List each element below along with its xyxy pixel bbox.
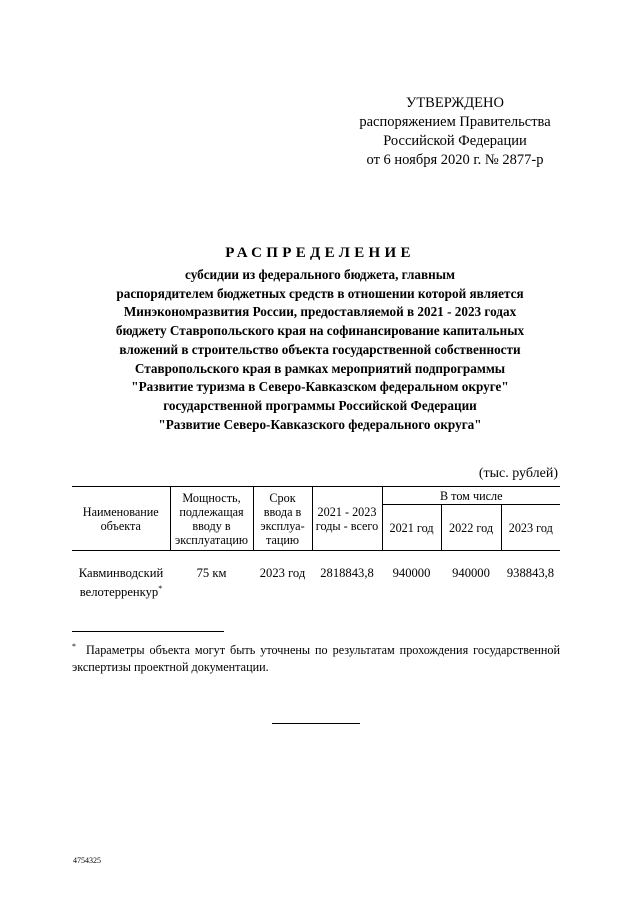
header-total: 2021 - 2023 годы - всего	[312, 487, 382, 551]
row-name-line: велотерренкур*	[79, 584, 163, 600]
document-subtitle	[60, 266, 580, 434]
subtitle-line: субсидии из федерального бюджета, главным	[185, 267, 455, 282]
subtitle-line: государственной программы Российской Федерации	[163, 397, 477, 413]
row-total: 2818843,8	[320, 566, 374, 580]
approval-block	[340, 94, 570, 170]
end-separator	[272, 723, 360, 724]
footnote-marker: *	[72, 642, 76, 651]
row-capacity: 75 км	[196, 566, 227, 580]
header-year-2022: 2022 год	[441, 505, 501, 551]
row-2022: 940000	[452, 566, 490, 580]
header-year-2023: 2023 год	[501, 505, 560, 551]
distribution-table-header	[72, 486, 560, 551]
approval-line: распоряжением Правительства	[359, 114, 551, 130]
row-object-name	[72, 566, 170, 600]
subtitle-line: Минэкономразвития России, предоставляемой в 2021 - 2023 годах	[123, 304, 517, 320]
footnote	[72, 638, 560, 676]
header-name: Наименование объекта	[72, 487, 170, 551]
header-capacity: Мощность, подлежащая вводу в эксплуатацию	[170, 487, 253, 551]
subtitle-line: "Развитие туризма в Северо-Кавказском федеральном округе"	[131, 379, 509, 395]
row-2021: 940000	[392, 566, 431, 580]
header-year-2021: 2021 год	[382, 505, 441, 551]
footnote-text: Параметры объекта могут быть уточнены по результатам прохождения государственной экспертизы проектной документации.	[72, 643, 560, 675]
footnote-separator	[72, 631, 224, 632]
row-2023: 938843,8	[506, 566, 555, 580]
row-name-line: Кавминводский	[78, 566, 164, 580]
header-term: Срок ввода в эксплуа-тацию	[253, 487, 312, 551]
footnote-mark: *	[158, 584, 163, 593]
subtitle-line: Ставропольского края в рамках мероприятий подпрограммы	[134, 360, 506, 376]
header-including: В том числе	[382, 487, 560, 505]
subtitle-line: "Развитие Северо-Кавказского федерального округа"	[158, 416, 482, 432]
document-title: РАСПРЕДЕЛЕНИЕ	[225, 245, 415, 261]
subtitle-line: бюджету Ставропольского края на софинансирование капитальных	[115, 323, 525, 339]
subtitle-line: вложений в строительство объекта государственной собственности	[119, 341, 521, 357]
row-term: 2023 год	[259, 566, 306, 580]
units-label: (тыс. рублей)	[478, 466, 558, 481]
approval-heading: УТВЕРЖДЕНО	[406, 95, 504, 111]
approval-date: от 6 ноября 2020 г. № 2877-р	[366, 152, 544, 168]
subtitle-line: распорядителем бюджетных средств в отношении которой является	[116, 285, 524, 301]
approval-line: Российской Федерации	[383, 133, 527, 149]
document-number: 4754325	[73, 856, 101, 865]
